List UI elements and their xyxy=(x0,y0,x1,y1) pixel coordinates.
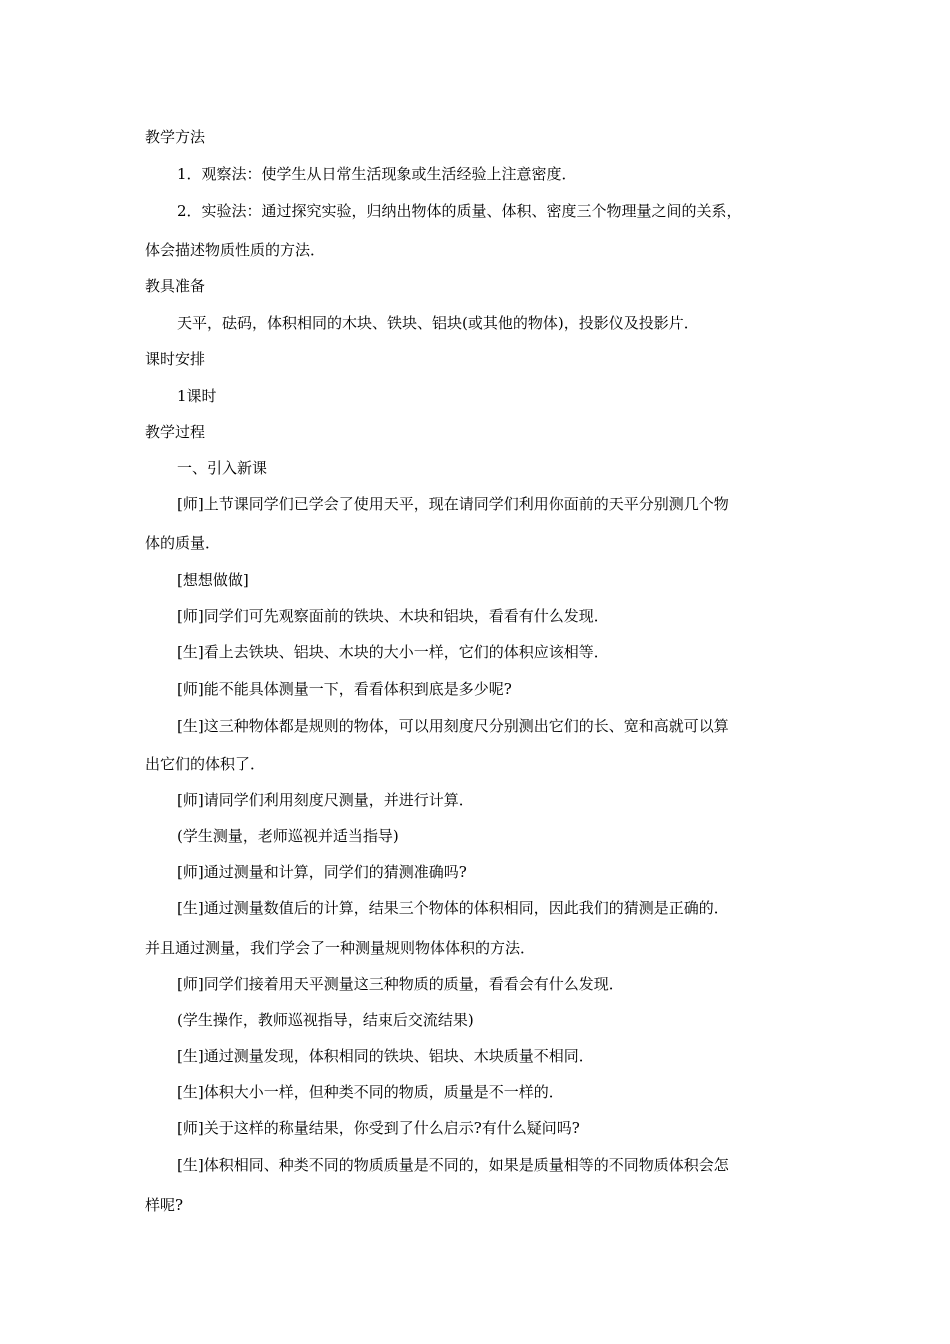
paragraph-line: 体的质量． xyxy=(145,534,221,552)
paragraph-line: (学生测量，老师巡视并适当指导) xyxy=(177,827,399,845)
paragraph-line: [师]关于这样的称量结果，你受到了什么启示?有什么疑问吗? xyxy=(177,1119,580,1137)
paragraph-line: [生]通过测量数值后的计算，结果三个物体的体积相同，因此我们的猜测是正确的． xyxy=(177,899,729,917)
paragraph-line: [生]这三种物体都是规则的物体，可以用刻度尺分别测出它们的长、宽和高就可以算 xyxy=(177,717,729,735)
paragraph-line: 出它们的体积了． xyxy=(145,755,266,773)
paragraph-line: 样呢? xyxy=(145,1196,184,1214)
paragraph-line: [想想做做] xyxy=(177,571,249,589)
paragraph-line: 1．观察法：使学生从日常生活现象或生活经验上注意密度． xyxy=(177,165,577,183)
paragraph-line: [师]同学们可先观察面前的铁块、木块和铝块，看看有什么发现． xyxy=(177,607,609,625)
paragraph-line: [师]能不能具体测量一下，看看体积到底是多少呢? xyxy=(177,680,512,698)
paragraph-line: 1课时 xyxy=(177,387,217,405)
paragraph-line: [生]体积大小一样，但种类不同的物质，质量是不一样的． xyxy=(177,1083,564,1101)
paragraph-line: [师]同学们接着用天平测量这三种物质的质量，看看会有什么发现． xyxy=(177,975,624,993)
heading-teaching-process: 教学过程 xyxy=(145,423,206,441)
paragraph-line: 并且通过测量，我们学会了一种测量规则物体体积的方法． xyxy=(145,939,536,957)
paragraph-line: [生]通过测量发现，体积相同的铁块、铝块、木块质量不相同． xyxy=(177,1047,594,1065)
paragraph-line: [师]通过测量和计算，同学们的猜测准确吗? xyxy=(177,863,467,881)
heading-teaching-methods: 教学方法 xyxy=(145,128,206,146)
heading-teaching-tools: 教具准备 xyxy=(145,277,206,295)
paragraph-line: [生]看上去铁块、铝块、木块的大小一样，它们的体积应该相等． xyxy=(177,643,609,661)
paragraph-line: [师]请同学们利用刻度尺测量，并进行计算． xyxy=(177,791,474,809)
heading-class-hours: 课时安排 xyxy=(145,350,206,368)
paragraph-line: 2．实验法：通过探究实验，归纳出物体的质量、体积、密度三个物理量之间的关系， xyxy=(177,202,742,220)
paragraph-line: 天平，砝码，体积相同的木块、铁块、铝块(或其他的物体)，投影仪及投影片． xyxy=(177,314,699,332)
paragraph-line: 体会描述物质性质的方法． xyxy=(145,241,326,259)
paragraph-line: [师]上节课同学们已学会了使用天平，现在请同学们利用你面前的天平分别测几个物 xyxy=(177,495,729,513)
paragraph-line: (学生操作，教师巡视指导，结束后交流结果) xyxy=(177,1011,474,1029)
paragraph-line: [生]体积相同、种类不同的物质质量是不同的，如果是质量相等的不同物质体积会怎 xyxy=(177,1156,729,1174)
section-title: 一、引入新课 xyxy=(177,459,268,477)
